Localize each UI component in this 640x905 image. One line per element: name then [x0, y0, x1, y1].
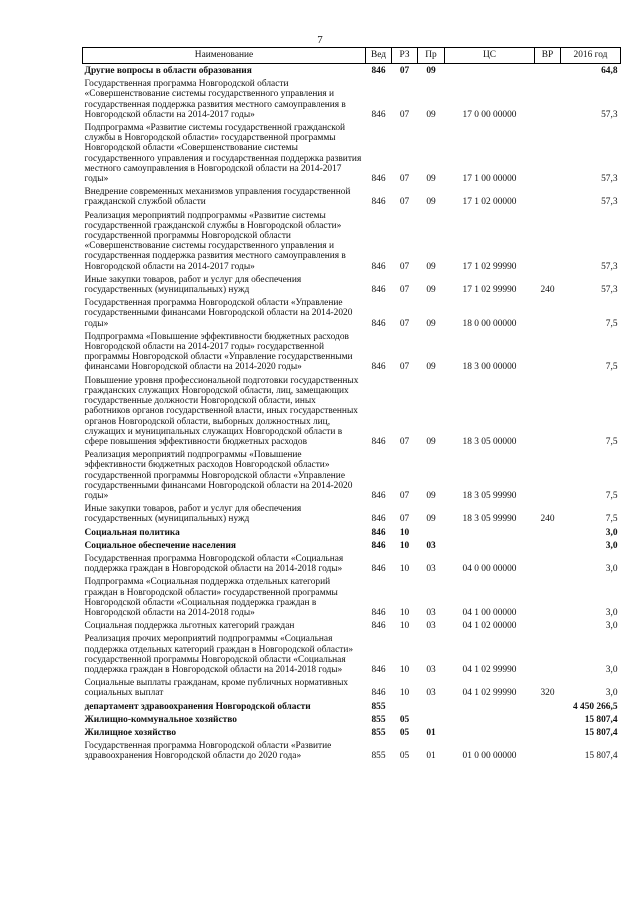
cell-ved: 846 [371, 621, 386, 632]
cell-pr: 09 [426, 197, 436, 208]
table-body [83, 64, 621, 763]
cell-ved: 846 [371, 607, 386, 618]
cell-name: Государственная программа Новгородской области «Управление государственными финансами Новгородской области на 2014-2020 годы» [84, 298, 353, 329]
cell-cs: 04 1 00 00000 [462, 607, 517, 618]
cell-ved: 846 [371, 514, 386, 525]
table-row [83, 575, 621, 619]
cell-vr [535, 526, 561, 539]
table-row [83, 374, 621, 448]
cell-cs [445, 526, 535, 539]
cell-sum: 57,3 [601, 285, 618, 296]
cell-rz: 07 [399, 261, 410, 272]
cell-vr [535, 726, 561, 739]
cell-rz: 07 [399, 109, 410, 120]
cell-pr: 09 [426, 436, 436, 447]
cell-sum: 7,5 [605, 490, 618, 501]
table-row [83, 64, 621, 78]
cell-vr [535, 121, 561, 185]
cell-sum: 3,0 [605, 621, 618, 632]
cell-name: Иные закупки товаров, работ и услуг для обеспечения государственных (муниципальных) нужд [84, 504, 302, 525]
cell-cs: 18 3 05 99990 [462, 514, 517, 525]
header-ved: Вед [366, 48, 392, 64]
cell-sum: 57,3 [601, 109, 618, 120]
cell-ved: 846 [371, 197, 386, 208]
cell-rz: 10 [399, 564, 410, 575]
cell-ved: 846 [371, 362, 386, 373]
cell-name: Государственная программа Новгородской области «Развитие здравоохранения Новгородской области до 2020 года» [84, 741, 332, 762]
cell-rz: 07 [399, 318, 410, 329]
cell-sum: 3,0 [605, 607, 618, 618]
table-row [83, 209, 621, 273]
cell-rz: 05 [399, 751, 410, 762]
cell-vr: 240 [540, 514, 555, 525]
cell-rz: 10 [399, 527, 410, 538]
cell-ved: 855 [371, 751, 386, 762]
cell-cs: 04 1 02 99990 [462, 688, 517, 699]
header-cs: ЦС [445, 48, 535, 64]
cell-ved: 846 [371, 109, 386, 120]
cell-sum: 57,3 [601, 197, 618, 208]
cell-cs [445, 539, 535, 552]
cell-cs [445, 700, 535, 713]
cell-name: Подпрограмма «Социальная поддержка отдельных категорий граждан в Новгородской области» государственной программы Новгородской области «Социальная поддержка граждан в Новгородской области на 2014-2018 годы» [84, 577, 338, 618]
cell-cs: 04 0 00 00000 [462, 564, 517, 575]
header-pr: Пр [418, 48, 445, 64]
cell-ved: 846 [371, 564, 386, 575]
cell-rz: 10 [399, 688, 410, 699]
cell-rz: 07 [399, 197, 410, 208]
budget-table [82, 47, 621, 763]
cell-vr [535, 296, 561, 330]
cell-pr: 03 [426, 564, 436, 575]
cell-pr: 09 [426, 362, 436, 373]
table-row [83, 632, 621, 676]
cell-ved: 846 [371, 261, 386, 272]
cell-vr [535, 539, 561, 552]
cell-name: Жилищно-коммунальное хозяйство [84, 714, 237, 725]
table-row [83, 713, 621, 726]
cell-cs: 04 1 02 99990 [462, 664, 517, 675]
cell-ved: 846 [371, 318, 386, 329]
cell-rz: 07 [399, 174, 410, 185]
cell-rz: 05 [399, 714, 410, 725]
cell-cs: 18 0 00 00000 [462, 318, 517, 329]
cell-sum: 3,0 [605, 664, 618, 675]
cell-vr [535, 209, 561, 273]
cell-sum: 7,5 [605, 362, 618, 373]
cell-vr [535, 77, 561, 121]
cell-ved: 846 [371, 490, 386, 501]
cell-name: Реализация прочих мероприятий подпрограммы «Социальная поддержка отдельных категорий граждан в Новгородской области» государственной программы Новгородской области «Социальная поддержка граждан в Новгородской области на 2014-2018 годы» [84, 634, 354, 675]
cell-vr [535, 448, 561, 502]
cell-name: Социальная политика [84, 527, 180, 538]
cell-sum: 57,3 [601, 261, 618, 272]
cell-name: Социальные выплаты гражданам, кроме публичных нормативных социальных выплат [84, 678, 349, 699]
cell-vr [535, 374, 561, 448]
table-row [83, 619, 621, 632]
cell-cs: 18 3 00 00000 [462, 362, 517, 373]
cell-name: Социальное обеспечение населения [84, 540, 236, 551]
cell-pr: 03 [426, 688, 436, 699]
header-row [83, 48, 621, 64]
table-row [83, 330, 621, 374]
header-sum: 2016 год [561, 48, 621, 64]
cell-vr [535, 185, 561, 208]
cell-rz: 07 [399, 285, 410, 296]
table-row [83, 739, 621, 762]
table-row [83, 185, 621, 208]
cell-vr [535, 700, 561, 713]
cell-pr: 03 [426, 621, 436, 632]
table-row [83, 121, 621, 185]
header-vr: ВР [535, 48, 561, 64]
cell-sum: 3,0 [605, 540, 618, 551]
cell-sum: 15 807,4 [584, 751, 618, 762]
cell-pr [418, 713, 445, 726]
cell-pr: 09 [426, 490, 436, 501]
cell-pr: 09 [426, 514, 436, 525]
cell-cs [445, 726, 535, 739]
header-rz: РЗ [392, 48, 418, 64]
table-row [83, 700, 621, 713]
cell-rz: 10 [399, 607, 410, 618]
cell-rz: 07 [399, 490, 410, 501]
cell-ved: 846 [371, 540, 386, 551]
cell-sum: 15 807,4 [584, 714, 618, 725]
cell-rz: 07 [399, 514, 410, 525]
cell-rz: 05 [399, 727, 410, 738]
table-row [83, 448, 621, 502]
cell-name: Жилищное хозяйство [84, 727, 177, 738]
table-row [83, 502, 621, 525]
cell-name: Государственная программа Новгородской области «Социальная поддержка граждан в Новгородской области на 2014-2018 годы» [84, 553, 344, 575]
cell-cs: 17 1 02 00000 [462, 197, 517, 208]
cell-pr: 09 [426, 285, 436, 296]
cell-cs: 17 1 02 99990 [462, 285, 517, 296]
cell-ved: 846 [371, 688, 386, 699]
cell-vr: 240 [540, 285, 555, 296]
cell-cs: 17 1 00 00000 [462, 174, 517, 185]
cell-pr: 09 [426, 174, 436, 185]
cell-cs: 18 3 05 99990 [462, 490, 517, 501]
cell-sum: 64,8 [601, 66, 618, 76]
cell-pr: 01 [426, 751, 436, 762]
cell-pr: 01 [426, 727, 436, 738]
cell-sum: 3,0 [605, 688, 618, 699]
header-name: Наименование [83, 48, 366, 64]
cell-name: Подпрограмма «Повышение эффективности бюджетных расходов Новгородской области на 2014-2017 годы» государственной программы Новгородской области «Управление государственными финансами Новгородской области на 2014-2020 годы» [84, 331, 353, 373]
cell-vr: 320 [540, 688, 555, 699]
cell-vr [535, 713, 561, 726]
cell-sum: 4 450 266,5 [572, 701, 618, 712]
cell-sum: 7,5 [605, 318, 618, 329]
cell-cs [445, 713, 535, 726]
cell-cs: 17 1 02 99990 [462, 261, 517, 272]
cell-rz: 07 [399, 66, 410, 76]
table-row [83, 552, 621, 575]
cell-vr [535, 739, 561, 762]
cell-name: департамент здравоохранения Новгородской области [84, 701, 311, 712]
cell-ved: 855 [371, 701, 386, 712]
table-header [83, 48, 621, 64]
cell-cs: 01 0 00 00000 [462, 751, 517, 762]
cell-rz: 07 [399, 362, 410, 373]
cell-ved: 855 [371, 727, 386, 738]
cell-vr [535, 552, 561, 575]
cell-cs: 04 1 02 00000 [462, 621, 517, 632]
table-row [83, 273, 621, 296]
cell-sum: 3,0 [605, 564, 618, 575]
cell-name: Повышение уровня профессиональной подготовки государственных гражданских служащих Новгородской области, лиц, замещающих государственные должности Новгородской области, иных работников органов государственной власти, иных государственных органов Новгородской области, выборных должностных лиц, служащих и муниципальных служащих Новгородской области в сфере повышения эффективности бюджетных расходов [84, 375, 359, 447]
cell-sum: 15 807,4 [584, 727, 618, 738]
cell-rz: 07 [399, 436, 410, 447]
cell-pr: 09 [426, 318, 436, 329]
cell-pr: 03 [426, 607, 436, 618]
cell-vr [535, 64, 561, 78]
cell-vr [535, 330, 561, 374]
cell-name: Другие вопросы в области образования [84, 66, 252, 76]
cell-vr [535, 575, 561, 619]
cell-pr: 09 [426, 109, 436, 120]
table-row [83, 296, 621, 330]
cell-name: Реализация мероприятий подпрограммы «Повышение эффективности бюджетных расходов Новгородской области» государственной программы Новгородской области «Управление государственными финансами Новгородской области на 2014-2020 годы» [84, 450, 353, 501]
cell-name: Иные закупки товаров, работ и услуг для обеспечения государственных (муниципальных) нужд [84, 274, 302, 296]
cell-cs [445, 64, 535, 78]
cell-cs: 18 3 05 00000 [462, 436, 517, 447]
table-row [83, 726, 621, 739]
cell-rz [392, 700, 418, 713]
cell-rz: 10 [399, 621, 410, 632]
cell-name: Социальная поддержка льготных категорий граждан [84, 621, 295, 632]
cell-pr: 03 [426, 664, 436, 675]
cell-cs: 17 0 00 00000 [462, 109, 517, 120]
cell-pr: 03 [426, 540, 436, 551]
cell-ved: 846 [371, 527, 386, 538]
cell-name: Подпрограмма «Развитие системы государственной гражданской службы в Новгородской области» государственной программы Новгородской области «Совершенствование системы государственного управления и государственная поддержка развития местного самоуправления в Новгородской области на 2014-2017 годы» [84, 123, 362, 185]
cell-sum: 7,5 [605, 514, 618, 525]
cell-sum: 7,5 [605, 436, 618, 447]
cell-sum: 57,3 [601, 174, 618, 185]
page-number: 7 [317, 34, 323, 46]
cell-pr: 09 [426, 66, 436, 76]
cell-pr [418, 700, 445, 713]
cell-ved: 846 [371, 66, 386, 76]
table-row [83, 77, 621, 121]
cell-pr [418, 526, 445, 539]
cell-rz: 10 [399, 664, 410, 675]
cell-pr: 09 [426, 261, 436, 272]
cell-name: Реализация мероприятий подпрограммы «Развитие системы государственной гражданской службы в Новгородской области» государственной программы Новгородской области «Совершенствование системы государственного управления и государственная поддержка развития местного самоуправления в Новгородской области на 2014-2017 годы» [84, 210, 346, 272]
cell-name: Внедрение современных механизмов управления государственной гражданской службой области [84, 187, 351, 208]
cell-ved: 846 [371, 436, 386, 447]
table-row [83, 539, 621, 552]
table-row [83, 526, 621, 539]
cell-ved: 846 [371, 174, 386, 185]
cell-ved: 846 [371, 664, 386, 675]
cell-name: Государственная программа Новгородской области «Совершенствование системы государственного управления и государственная поддержка развития местного самоуправления в Новгородской области на 2014-2017 годы» [84, 79, 346, 120]
cell-vr [535, 632, 561, 676]
cell-vr [535, 619, 561, 632]
table-row [83, 676, 621, 699]
cell-ved: 855 [371, 714, 386, 725]
cell-sum: 3,0 [605, 527, 618, 538]
cell-ved: 846 [371, 285, 386, 296]
cell-rz: 10 [399, 540, 410, 551]
